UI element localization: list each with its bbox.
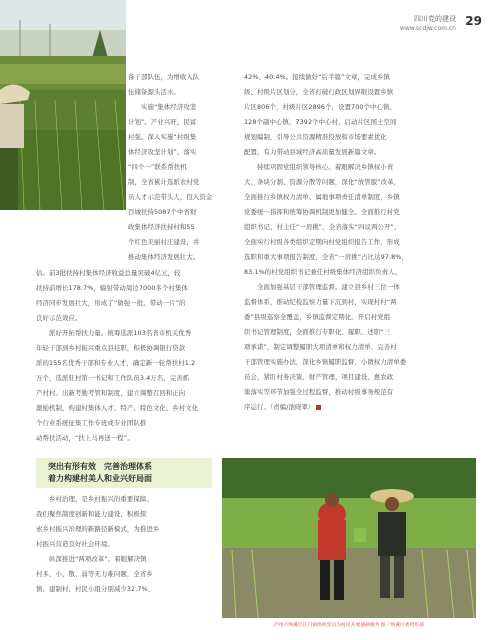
col1-bottom-line: 村多、小、散、弱等无力难问题，全省乡 xyxy=(36,570,153,578)
col2-line: 织书记管理制度，全面推行专职化、履职、述职“三 xyxy=(244,328,391,336)
section-heading xyxy=(36,458,212,488)
col2-line: 党委统一指挥和统筹协调机制更加健全。全面推行村党 xyxy=(244,208,400,216)
col2-line: 片区806个，村级片区2896个，设置700个中心镇、 xyxy=(244,103,396,111)
col1-mid-line: 估。前3批扶持村集体经济收益总量突破4亿元，较 xyxy=(36,269,181,277)
section-heading-line1: 突出有形有效 完善治理体系 xyxy=(48,462,152,471)
col2-line: 监督体系，推动纪检监察力量下沉到村，实现村村“两 xyxy=(244,298,397,306)
col1-top-line: 伍储备源头活水。 xyxy=(128,88,180,96)
col1-mid-line: 动帮扶活动，“扶上马再送一程”。 xyxy=(36,434,134,442)
col1-mid-line: 派好开拓帮扶力量。统筹选派103名省市机关优秀 xyxy=(36,329,192,337)
masthead xyxy=(400,14,456,32)
column1-top-text xyxy=(128,70,226,265)
col1-bottom-line: 镇、建制村、村民小组分别减少32.7%、 xyxy=(36,585,155,593)
col2-line: 员会，紧盯村务决策、财产管理、项目建设、惠农政 xyxy=(244,373,394,381)
photo-caption: 泸州市纳溪区江门镇组织党员为村民开展插秧服务 图／纳溪区委组织部 xyxy=(273,623,425,628)
col1-bottom-line: 乡村治理，是乡村振兴的重要保障。 xyxy=(36,495,153,503)
col2-line: 策落实等环节加强全过程监督，推动村级事务规范有 xyxy=(244,388,394,396)
magazine-title: 四川党的建设 xyxy=(414,15,456,23)
col2-line: 干部管理实施办法，深化乡镇履职监督，小微权力清单委 xyxy=(244,358,407,366)
column2-text xyxy=(244,70,478,415)
col2-line: 项承诺”，制定调整履职大项清单和权力清单、完善村 xyxy=(244,343,397,351)
section-heading-line2: 着力构建村美人和业兴好局面 xyxy=(48,474,152,483)
col1-bottom-line: 纵深推进“两项改革”。着眼解决镇 xyxy=(36,555,147,563)
col2-line: 组织书记、村主任“一肩挑”，全省落实“四议两公开”， xyxy=(244,223,401,231)
col1-top-line: 个红色美丽村庄建设，并 xyxy=(128,238,200,246)
col1-top-line: 计划”。产业兴旺，民富 xyxy=(128,118,197,126)
col2-line: 规划编制，引导公共资源精准投放和市场要素优化 xyxy=(244,133,387,141)
col2-line: 选职和重大事项报告制度，全省“一肩挑”占比达97.8%， xyxy=(244,253,408,261)
col1-top-line: “四个一”联系帮扶机 xyxy=(128,163,187,171)
col1-mid-line: 派的155名优秀干部和专业人才，确定新一轮帮扶村1.2 xyxy=(36,359,196,367)
col2-line: 大、条块分割、资源分散等问题，深化“放管服”改革， xyxy=(244,178,401,186)
rice-field-photo xyxy=(0,0,126,210)
col1-top-line: 百城扶持5087个中省财 xyxy=(128,208,197,216)
col1-top-line: 实施“集体经济攻坚 xyxy=(128,103,197,111)
col2-line: 全面实行村级各类组织定期向村党组织报告工作，形成 xyxy=(244,238,400,246)
col1-bottom-line: 我们聚焦制度创新和能力建设，积极探 xyxy=(36,510,147,518)
col2-line: 128个副中心镇、7392个中心村，启动片区国土空间 xyxy=(244,118,397,126)
col1-top-line: 村强。深入实施“村级集 xyxy=(128,133,197,141)
col2-line xyxy=(244,400,478,415)
col1-top-line: 备干部队伍，为增收入队 xyxy=(128,73,200,81)
col1-mid-line: 年轻干部到乡村振兴重点县挂职，积极协调银行贷款 xyxy=(36,344,186,352)
col2-line: 全面加强基层干部管理监督。建立县乡村三位一体 xyxy=(244,283,400,291)
col1-mid-line: 扶持前增长178.7%，辐射带动周边7000多个村集体 xyxy=(36,284,188,292)
col1-top-line: 制，全省累计选派农村党 xyxy=(128,178,200,186)
col1-top-line: 员人才示范带头人，投入资金 xyxy=(128,193,213,201)
page-number: 29 xyxy=(465,14,482,28)
col2-line: 持续巩固党组织领导核心。着眼解决乡镇权小责 xyxy=(244,163,394,171)
col1-bottom-line: 索乡村振兴治理的新路径新模式，为推进乡 xyxy=(36,525,160,533)
end-square-icon xyxy=(316,405,321,410)
col1-mid-line: 万个，选派驻村第一书记和工作队员3.4万名，完善抓 xyxy=(36,374,190,382)
col2-line: 42%、40.4%。接续做好“后半篇”文章，完成乡镇 xyxy=(244,73,390,81)
col1-mid-line: 良好示范效应。 xyxy=(36,314,82,322)
col1-top-line: 体经济攻坚计划”，落实 xyxy=(128,148,197,156)
farmers-planting-photo xyxy=(222,458,476,618)
col1-top-line: 推动集体经济发展壮大。 xyxy=(128,253,200,261)
col1-mid-line: 激励机制，构建村集体人才、特产、特色文化、乡村文化 xyxy=(36,404,199,412)
col1-mid-line: 经济同步发展壮大，形成了“做强一批、带动一片”的 xyxy=(36,299,186,307)
col1-bottom-line: 村振兴营造良好社会环境。 xyxy=(36,540,114,548)
column1-bottom-text xyxy=(36,492,214,597)
col1-mid-line: 产村村。出新考勤考管和制度，建立调整召回和正向 xyxy=(36,389,186,397)
col2-line: 委”县级巡察全覆盖，乡镇监督定期化。开启村党组 xyxy=(244,313,391,321)
col2-line: 配置，有力带动县域经济高质量发展新篇文章。 xyxy=(244,148,381,156)
col2-line: 级、村级片区划分，全省打破行政区划界限设置乡镇 xyxy=(244,88,394,96)
col2-line: 83.1%的村党组织书记兼任村级集体经济组织负责人。 xyxy=(244,268,402,276)
column1-mid-text xyxy=(36,266,230,446)
col1-top-line: 政集体经济扶持村和55 xyxy=(128,223,195,231)
col2-last-line: 序运行。（责编/池晓翠） xyxy=(244,403,315,411)
col1-mid-line: 个行业系统征集工作专班或专业团队推 xyxy=(36,419,147,427)
col2-line: 全面推行乡镇权力清单、属地事项责任清单制度，乡镇 xyxy=(244,193,400,201)
magazine-url: www.scdjw.com.cn xyxy=(399,25,456,32)
